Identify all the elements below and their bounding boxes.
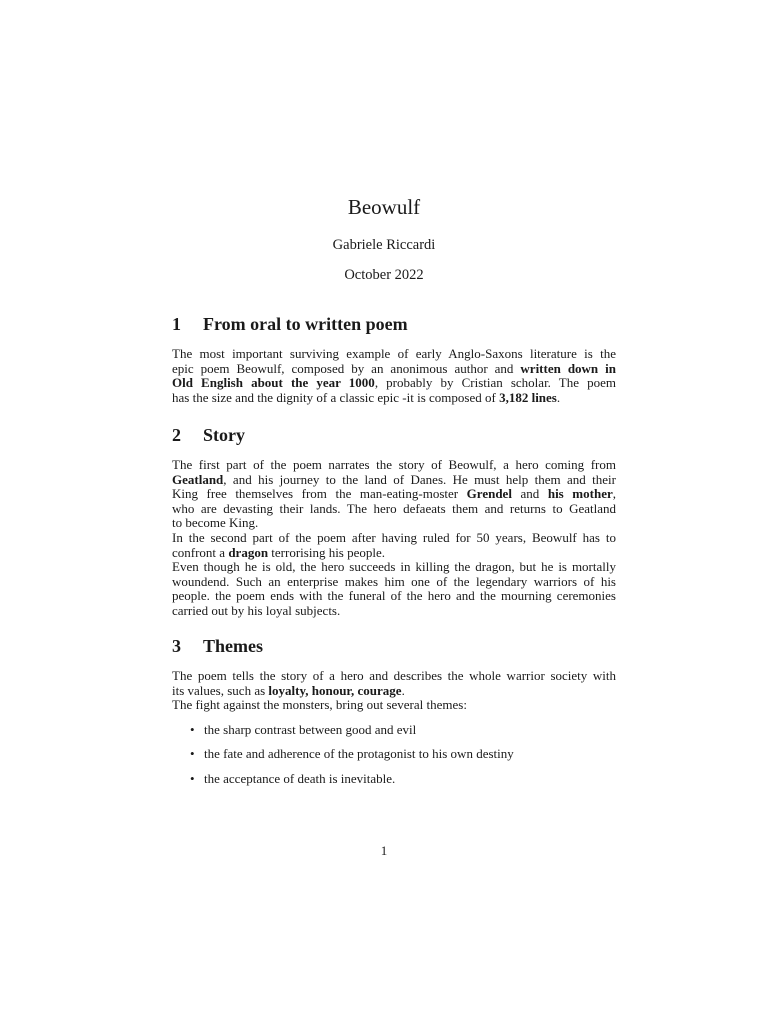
paragraph: [172, 669, 616, 713]
section-3: [172, 635, 616, 797]
text-line: who are devasting their lands. The hero defaeats them and returns to Geatland: [172, 500, 616, 516]
section-1: [172, 313, 616, 405]
text-line: The most important surviving example of early Anglo-Saxons literature is the: [172, 346, 616, 361]
document-author: Gabriele Riccardi: [332, 237, 436, 253]
bold-text: loyalty, honour, courage: [268, 682, 402, 698]
text-line: Geatland, and his journey to the land of Danes. He must help them and their: [172, 471, 616, 487]
text-line: to become King.: [172, 515, 259, 531]
bold-text: 3,182 lines: [499, 389, 557, 405]
section-number: 1: [172, 314, 181, 334]
text-line: carried out by his loyal subjects.: [172, 602, 341, 618]
text-line: The fight against the monsters, bring out several themes:: [172, 697, 467, 713]
text-line: woundend. Such an enterprise makes him one of the legendary warriors of his: [172, 573, 616, 589]
themes-list: [172, 723, 616, 787]
text-line: Old English about the year 1000, probably by Cristian scholar. The poem: [172, 375, 616, 391]
document-title: Beowulf: [347, 195, 421, 219]
list-item: • the fate and adherence of the protagonist to his own destiny: [190, 746, 514, 762]
section-number: 3: [172, 636, 181, 656]
text-line: epic poem Beowulf, composed by an anonimous author and written down in: [172, 360, 616, 376]
text-line: King free themselves from the man-eating-moster Grendel and his mother,: [172, 486, 616, 502]
section-heading: [172, 313, 616, 335]
text-line: people. the poem ends with the funeral of the hero and the mourning ceremonies: [172, 588, 616, 604]
bullet-icon: •: [190, 721, 195, 737]
paragraph: [172, 347, 616, 405]
bold-text: Geatland: [172, 471, 224, 487]
section-title: From oral to written poem: [203, 314, 408, 334]
text-line: The poem tells the story of a hero and describes the whole warrior society with: [172, 668, 616, 683]
text-line: Even though he is old, the hero succeeds in killing the dragon, but he is mortally: [172, 559, 616, 575]
text-line: In the second part of the poem after having ruled for 50 years, Beowulf has to: [172, 529, 616, 545]
bullet-icon: •: [190, 770, 195, 786]
bold-text: dragon: [228, 544, 269, 560]
bold-text: his mother: [547, 486, 613, 502]
text-line: has the size and the dignity of a classic epic -it is composed of 3,182 lines.: [172, 389, 561, 405]
text-line: its values, such as loyalty, honour, courage.: [172, 682, 405, 698]
text-line: confront a dragon terrorising his people.: [172, 544, 386, 560]
list-item: • the acceptance of death is inevitable.: [190, 770, 396, 786]
document-date: October 2022: [344, 267, 424, 283]
bold-text: Old English about the year 1000: [172, 375, 375, 391]
list-item: • the sharp contrast between good and evil: [190, 721, 417, 737]
section-title: Themes: [203, 636, 263, 656]
section-heading: [172, 635, 616, 657]
title-block: [0, 193, 768, 285]
bold-text: Grendel: [466, 486, 512, 502]
paragraph: [172, 458, 616, 619]
section-title: Story: [203, 425, 245, 445]
page-number: 1: [380, 843, 388, 858]
section-2: [172, 424, 616, 619]
bold-text: written down in: [520, 360, 616, 376]
section-heading: [172, 424, 616, 446]
section-number: 2: [172, 425, 181, 445]
text-line: The first part of the poem narrates the story of Beowulf, a hero coming from: [172, 457, 616, 472]
bullet-icon: •: [190, 746, 195, 762]
